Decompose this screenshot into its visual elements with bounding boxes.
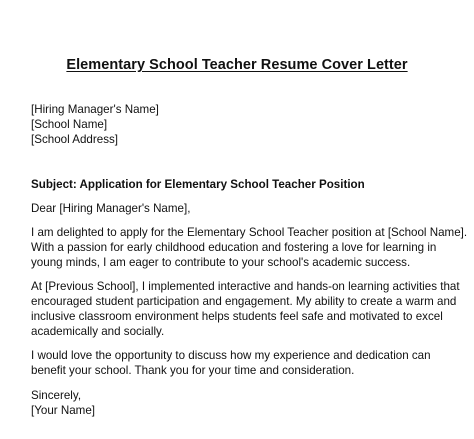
paragraph-line: academically and socially. bbox=[31, 325, 165, 338]
paragraph-line: I am delighted to apply for the Elementary School Teacher position at [School Name]. bbox=[31, 226, 468, 239]
document-title: Elementary School Teacher Resume Cover Letter bbox=[66, 57, 408, 73]
recipient-address: [School Address] bbox=[31, 133, 119, 146]
paragraph-line: encouraged student participation and engagement. My ability to create a warm and bbox=[31, 295, 457, 308]
paragraph-line: With a passion for early childhood education and fostering a love for learning in bbox=[31, 241, 437, 254]
closing: Sincerely, bbox=[31, 389, 82, 402]
paragraph-line: young minds, I am eager to contribute to your school's academic success. bbox=[31, 256, 411, 269]
paragraph-line: inclusive classroom environment helps students feel safe and motivated to excel bbox=[31, 310, 443, 323]
recipient-school: [School Name] bbox=[31, 118, 108, 131]
paragraph-line: I would love the opportunity to discuss how my experience and dedication can bbox=[31, 349, 431, 362]
paragraph-line: At [Previous School], I implemented interactive and hands-on learning activities that bbox=[31, 280, 460, 293]
paragraph-line: benefit your school. Thank you for your time and consideration. bbox=[31, 364, 355, 377]
signature-placeholder: [Your Name] bbox=[31, 404, 96, 417]
subject-line: Subject: Application for Elementary School Teacher Position bbox=[31, 178, 365, 191]
salutation: Dear [Hiring Manager's Name], bbox=[31, 202, 191, 215]
recipient-name: [Hiring Manager's Name] bbox=[31, 103, 159, 116]
